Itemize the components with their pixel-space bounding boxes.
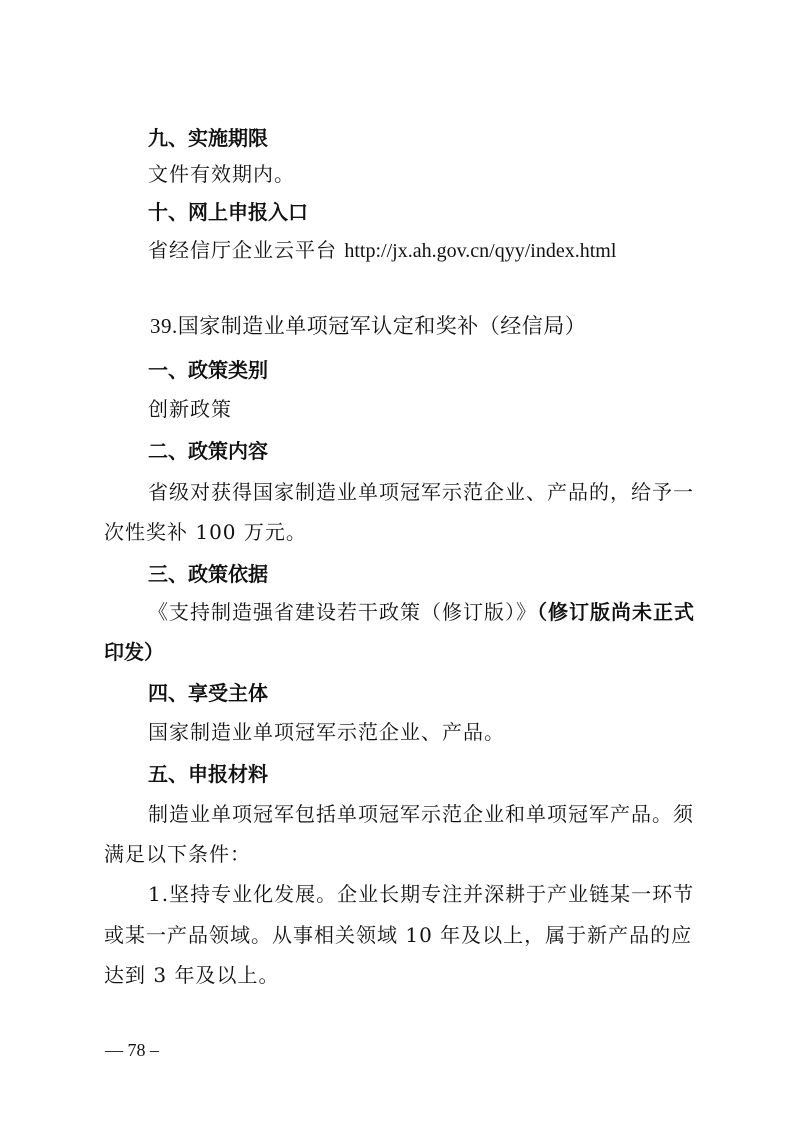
section-1-heading: 一、政策类别 — [148, 358, 268, 382]
policy-title-text: 国家制造业单项冠军认定和奖补（经信局） — [177, 314, 587, 338]
section-2-heading: 二、政策内容 — [148, 439, 268, 463]
section-2-line-2: 次性奖补 100 万元。 — [104, 520, 307, 544]
section-3-line-1 — [148, 600, 695, 624]
section-4-heading: 四、享受主体 — [148, 681, 268, 705]
section-9-heading: 九、实施期限 — [148, 126, 268, 150]
policy-basis-doc: 《支持制造强省建设若干政策（修订版）》 — [148, 600, 537, 624]
section-5-line-3: 1.坚持专业化发展。企业长期专注并深耕于产业链某一环节 — [148, 882, 695, 906]
section-3-line-2: 印发） — [104, 640, 164, 664]
section-5-line-4: 或某一产品领域。从事相关领域 10 年及以上，属于新产品的应 — [104, 923, 693, 947]
policy-title — [150, 314, 586, 338]
platform-url[interactable]: http://jx.ah.gov.cn/qyy/index.html — [344, 240, 617, 262]
platform-label: 省经信厅企业云平台 — [148, 238, 337, 262]
section-10-body — [148, 238, 616, 263]
section-10-heading: 十、网上申报入口 — [148, 200, 308, 224]
section-4-body: 国家制造业单项冠军示范企业、产品。 — [148, 720, 505, 744]
section-1-body: 创新政策 — [148, 397, 232, 421]
section-9-body: 文件有效期内。 — [148, 162, 295, 186]
policy-number: 39. — [150, 314, 178, 338]
section-3-heading: 三、政策依据 — [148, 562, 268, 586]
section-5-line-1: 制造业单项冠军包括单项冠军示范企业和单项冠军产品。须 — [148, 802, 694, 826]
section-2-line-1: 省级对获得国家制造业单项冠军示范企业、产品的，给予一 — [148, 480, 694, 504]
section-5-heading: 五、申报材料 — [148, 762, 268, 786]
policy-basis-note: （修订版尚未正式 — [537, 600, 695, 624]
section-5-line-5: 达到 3 年及以上。 — [104, 963, 280, 987]
page-number: — 78 – — [105, 1040, 159, 1060]
section-5-line-2: 满足以下条件： — [104, 842, 251, 866]
